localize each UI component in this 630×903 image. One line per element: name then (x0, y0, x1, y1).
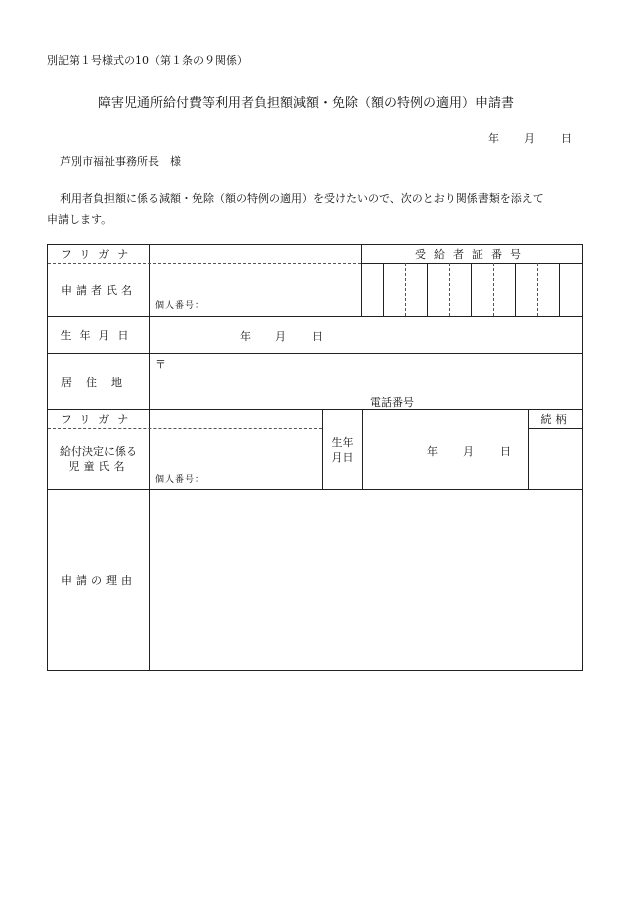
phone-label: 電話番号 (370, 396, 414, 409)
birthdate-label: 生年月日 (60, 329, 137, 342)
child-personal-number-label: 個人番号： (155, 475, 206, 485)
relationship-label: 続柄 (540, 413, 571, 426)
reason-label: 申請の理由 (61, 574, 136, 587)
intro-line-1: 利用者負担額に係る減額・免除（額の特例の適用）を受けたいので、次のとおり関係書類を添えて (60, 192, 544, 205)
applicant-name-label: 申請者氏名 (61, 284, 136, 297)
birthdate-year: 年 (240, 330, 251, 343)
child-birth-day: 日 (500, 445, 511, 458)
date-header-month: 月 (524, 132, 535, 145)
form-code: 別記第１号様式の10（第１条の９関係） (47, 54, 248, 67)
child-birth-label (323, 410, 362, 489)
postal-mark: 〒 (155, 358, 166, 371)
date-header-day: 日 (561, 132, 572, 145)
child-furigana-field[interactable] (150, 410, 322, 428)
child-birth-label-line2: 月日 (331, 450, 354, 464)
child-name-field[interactable] (150, 429, 322, 489)
address-field[interactable] (150, 354, 582, 409)
child-birth-label-line1: 生年 (331, 435, 354, 449)
birthdate-month: 月 (275, 330, 286, 343)
child-birth-month: 月 (463, 445, 474, 458)
child-name-label (48, 429, 149, 489)
addressee: 芦別市福祉事務所長 様 (60, 155, 181, 168)
address-label: 居住地 (61, 375, 136, 389)
date-header-year: 年 (488, 132, 499, 145)
applicant-name-field[interactable] (150, 264, 361, 316)
furigana-label: フリガナ (60, 248, 137, 261)
furigana-field[interactable] (150, 245, 361, 263)
birthdate-field[interactable] (150, 317, 582, 353)
recipient-cert-number-field[interactable] (362, 264, 582, 316)
birthdate-day: 日 (312, 330, 323, 343)
child-birth-year: 年 (427, 445, 438, 458)
child-name-label-line1: 給付決定に係る (60, 445, 137, 458)
relationship-field[interactable] (529, 429, 582, 489)
child-name-label-line2: 児童氏名 (68, 460, 129, 473)
reason-field[interactable] (150, 490, 582, 670)
form-title: 障害児通所給付費等利用者負担額減額・免除（額の特例の適用）申請書 (98, 96, 515, 111)
recipient-cert-label: 受給者証番号 (415, 248, 529, 261)
child-birthdate-field[interactable] (363, 410, 528, 489)
applicant-personal-number-label: 個人番号： (155, 301, 206, 311)
child-furigana-label: フリガナ (60, 413, 137, 426)
intro-line-2: 申請します。 (47, 213, 113, 226)
